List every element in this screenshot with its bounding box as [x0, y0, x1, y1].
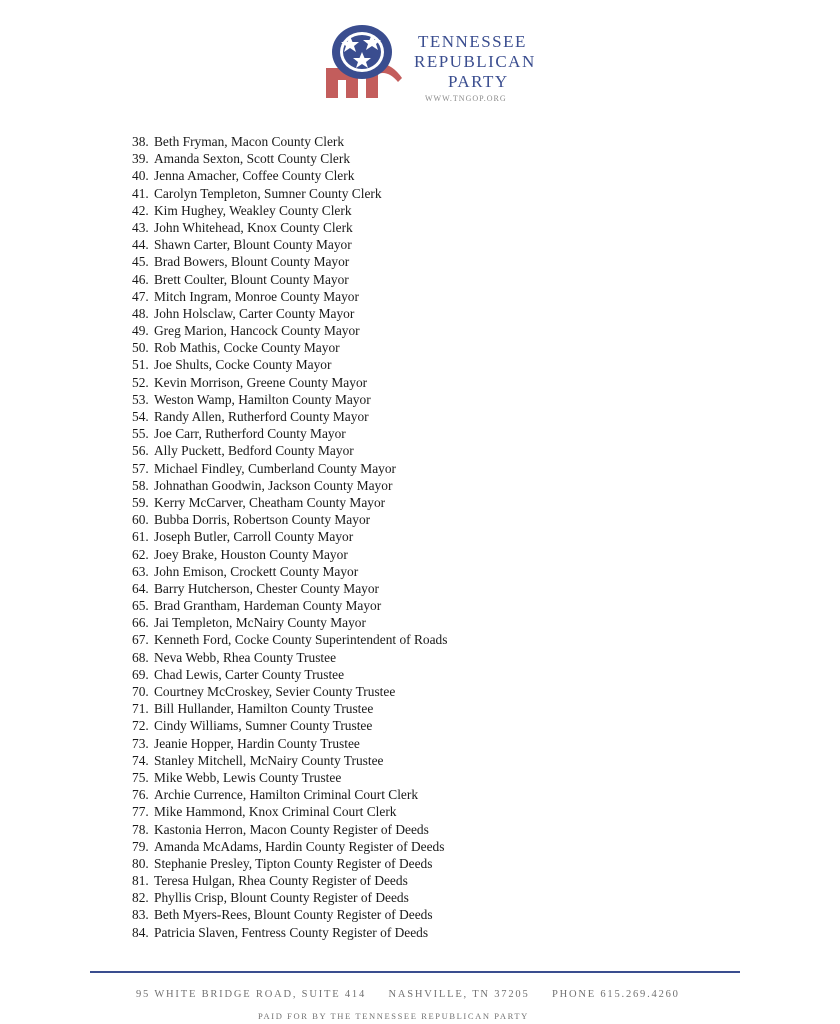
list-item-text: John Holsclaw, Carter County Mayor — [154, 305, 355, 321]
list-item — [132, 202, 447, 219]
list-item-number: 64. — [132, 580, 149, 596]
list-item — [132, 528, 447, 545]
list-item — [132, 288, 447, 305]
list-item — [132, 236, 447, 253]
list-item-number: 67. — [132, 632, 149, 648]
list-item — [132, 477, 447, 494]
list-item — [132, 683, 447, 700]
logo-url: WWW.TNGOP.ORG — [425, 94, 507, 103]
list-item-text: Teresa Hulgan, Rhea County Register of Deeds — [154, 873, 408, 889]
list-item-number: 81. — [132, 873, 149, 889]
list-item-text: Stanley Mitchell, McNairy County Trustee — [154, 752, 384, 768]
list-item-number: 72. — [132, 718, 149, 734]
list-item-number: 42. — [132, 202, 149, 218]
footer-street: 95 WHITE BRIDGE ROAD, SUITE 414 — [136, 989, 367, 1000]
list-item-text: Mike Hammond, Knox Criminal Court Clerk — [154, 804, 397, 820]
list-item — [132, 821, 447, 838]
list-item — [132, 150, 447, 167]
list-item-number: 65. — [132, 598, 149, 614]
list-item-text: Beth Myers-Rees, Blount County Register of Deeds — [154, 907, 433, 923]
list-item-text: Phyllis Crisp, Blount County Register of Deeds — [154, 890, 409, 906]
list-item — [132, 631, 447, 648]
list-item-number: 40. — [132, 168, 149, 184]
list-item-text: Chad Lewis, Carter County Trustee — [154, 666, 345, 682]
list-item — [132, 356, 447, 373]
list-item-number: 63. — [132, 563, 149, 579]
list-item-text: Jeanie Hopper, Hardin County Trustee — [154, 735, 360, 751]
list-item-text: Kenneth Ford, Cocke County Superintendent of Roads — [154, 632, 448, 648]
list-item-text: Beth Fryman, Macon County Clerk — [154, 134, 345, 149]
list-item-text: Brett Coulter, Blount County Mayor — [154, 271, 349, 287]
list-item — [132, 374, 447, 391]
list-item — [132, 597, 447, 614]
list-item-text: Bill Hullander, Hamilton County Trustee — [154, 701, 374, 717]
list-item — [132, 769, 447, 786]
list-item — [132, 906, 447, 923]
list-item-number: 75. — [132, 769, 149, 785]
list-item-number: 54. — [132, 409, 149, 424]
list-item-number: 43. — [132, 219, 149, 235]
list-item-text: Brad Grantham, Hardeman County Mayor — [154, 598, 382, 614]
list-item — [132, 580, 447, 597]
list-item — [132, 391, 447, 408]
list-item-number: 41. — [132, 185, 149, 201]
list-item-number: 60. — [132, 512, 149, 528]
list-item-text: Greg Marion, Hancock County Mayor — [154, 323, 360, 339]
footer-city: NASHVILLE, TN 37205 — [388, 989, 530, 1000]
list-item-number: 84. — [132, 924, 149, 940]
list-item-text: Shawn Carter, Blount County Mayor — [154, 237, 352, 253]
list-item-text: John Emison, Crockett County Mayor — [154, 563, 359, 579]
logo-line-2: REPUBLICAN — [414, 52, 536, 71]
list-item-text: Neva Webb, Rhea County Trustee — [154, 649, 337, 665]
list-item-text: Michael Findley, Cumberland County Mayor — [154, 460, 396, 476]
list-item — [132, 924, 447, 941]
list-item-number: 68. — [132, 649, 149, 665]
list-item — [132, 735, 447, 752]
list-item-text: Joseph Butler, Carroll County Mayor — [154, 529, 354, 545]
list-item-number: 74. — [132, 752, 149, 768]
list-item — [132, 855, 447, 872]
list-item-text: Jenna Amacher, Coffee County Clerk — [154, 168, 355, 184]
list-item — [132, 803, 447, 820]
list-item-number: 52. — [132, 374, 149, 390]
list-item-text: Joe Carr, Rutherford County Mayor — [154, 426, 346, 442]
list-item-number: 58. — [132, 477, 149, 493]
list-item — [132, 717, 447, 734]
list-item-number: 82. — [132, 890, 149, 906]
list-item-number: 83. — [132, 907, 149, 923]
list-item-text: Brad Bowers, Blount County Mayor — [154, 254, 350, 270]
list-item-text: Archie Currence, Hamilton Criminal Court Clerk — [154, 787, 419, 803]
list-item — [132, 563, 447, 580]
list-item — [132, 460, 447, 477]
list-item-number: 39. — [132, 151, 149, 167]
list-item — [132, 408, 447, 425]
list-item-text: Jai Templeton, McNairy County Mayor — [154, 615, 366, 631]
list-item — [132, 752, 447, 769]
list-item-text: Ally Puckett, Bedford County Mayor — [154, 443, 354, 459]
list-item — [132, 546, 447, 563]
list-item — [132, 838, 447, 855]
list-item-number: 76. — [132, 787, 149, 803]
paid-for-disclaimer: PAID FOR BY THE TENNESSEE REPUBLICAN PARTY — [258, 1011, 529, 1021]
list-item-number: 44. — [132, 237, 149, 253]
list-item — [132, 219, 447, 236]
list-item — [132, 666, 447, 683]
list-item — [132, 167, 447, 184]
list-item-number: 69. — [132, 666, 149, 682]
list-item — [132, 253, 447, 270]
list-item-text: Kevin Morrison, Greene County Mayor — [154, 374, 368, 390]
list-item-text: Stephanie Presley, Tipton County Register of Deeds — [154, 855, 433, 871]
list-item-number: 71. — [132, 701, 149, 717]
list-item-number: 77. — [132, 804, 149, 820]
list-item-number: 70. — [132, 684, 149, 699]
list-item-text: John Whitehead, Knox County Clerk — [154, 219, 353, 235]
list-item — [132, 511, 447, 528]
list-item-number: 57. — [132, 460, 149, 476]
list-item-text: Mike Webb, Lewis County Trustee — [154, 769, 342, 785]
tngop-logo — [322, 22, 536, 108]
list-item — [132, 649, 447, 666]
footer-address-line — [136, 989, 680, 1000]
list-item-number: 78. — [132, 821, 149, 837]
list-item — [132, 872, 447, 889]
list-item-number: 56. — [132, 443, 149, 459]
list-item-text: Kastonia Herron, Macon County Register of Deeds — [154, 821, 429, 837]
list-item — [132, 305, 447, 322]
list-item-text: Cindy Williams, Sumner County Trustee — [154, 718, 373, 734]
list-item-number: 46. — [132, 271, 149, 287]
logo-line-3: PARTY — [448, 72, 509, 91]
footer-phone: PHONE 615.269.4260 — [551, 989, 680, 1000]
endorsement-list — [132, 133, 447, 941]
footer-divider — [90, 971, 740, 973]
list-item — [132, 271, 447, 288]
list-item — [132, 614, 447, 631]
list-item-number: 79. — [132, 838, 149, 854]
list-item-number: 62. — [132, 546, 149, 562]
list-item-text: Carolyn Templeton, Sumner County Clerk — [154, 185, 382, 201]
list-item-text: Rob Mathis, Cocke County Mayor — [154, 340, 340, 356]
list-item-text: Courtney McCroskey, Sevier County Trustee — [154, 684, 396, 699]
list-item-number: 53. — [132, 391, 149, 407]
list-item-number: 61. — [132, 529, 149, 545]
list-item-text: Patricia Slaven, Fentress County Register of Deeds — [154, 924, 429, 940]
list-item-text: Kerry McCarver, Cheatham County Mayor — [154, 494, 386, 510]
list-item-number: 50. — [132, 340, 149, 356]
list-item — [132, 185, 447, 202]
list-item-text: Barry Hutcherson, Chester County Mayor — [154, 580, 379, 596]
list-item-text: Randy Allen, Rutherford County Mayor — [154, 409, 369, 424]
list-item-number: 80. — [132, 855, 149, 871]
list-item-text: Kim Hughey, Weakley County Clerk — [154, 202, 352, 218]
list-item-text: Johnathan Goodwin, Jackson County Mayor — [154, 477, 393, 493]
list-item-number: 51. — [132, 357, 149, 373]
party-emblem-icon — [322, 22, 418, 102]
list-item — [132, 425, 447, 442]
list-item — [132, 442, 447, 459]
list-item-number: 45. — [132, 254, 149, 270]
list-item — [132, 700, 447, 717]
list-item-number: 47. — [132, 288, 149, 304]
logo-line-1: TENNESSEE — [418, 32, 527, 51]
list-item — [132, 889, 447, 906]
list-item-text: Joey Brake, Houston County Mayor — [154, 546, 348, 562]
list-item — [132, 786, 447, 803]
list-item — [132, 322, 447, 339]
list-item-number: 49. — [132, 323, 149, 339]
list-item-text: Bubba Dorris, Robertson County Mayor — [154, 512, 371, 528]
list-item — [132, 339, 447, 356]
list-item-number: 73. — [132, 735, 149, 751]
list-item-text: Joe Shults, Cocke County Mayor — [154, 357, 332, 373]
list-item — [132, 494, 447, 511]
list-item-text: Amanda McAdams, Hardin County Register of Deeds — [154, 838, 445, 854]
logo-wordmark — [414, 32, 536, 92]
list-item-text: Mitch Ingram, Monroe County Mayor — [154, 288, 359, 304]
list-item-text: Weston Wamp, Hamilton County Mayor — [154, 391, 371, 407]
list-item — [132, 133, 447, 150]
list-item-number: 55. — [132, 426, 149, 442]
list-item-number: 59. — [132, 494, 149, 510]
list-item-text: Amanda Sexton, Scott County Clerk — [154, 151, 351, 167]
list-item-number: 48. — [132, 305, 149, 321]
list-item-number: 38. — [132, 134, 149, 149]
list-item-number: 66. — [132, 615, 149, 631]
